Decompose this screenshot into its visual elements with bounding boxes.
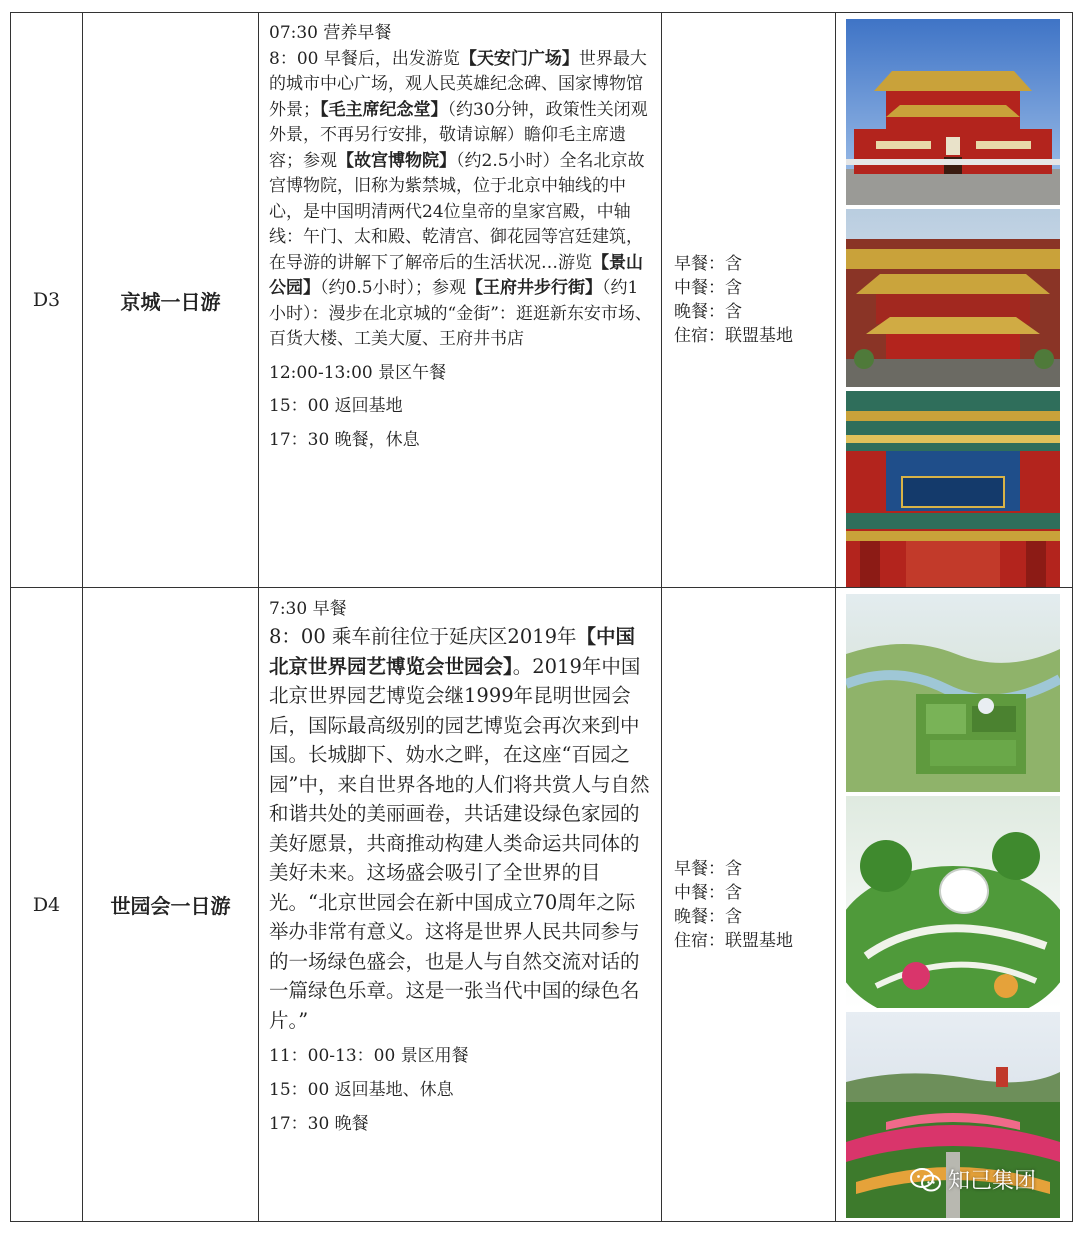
table-row bbox=[11, 13, 1073, 588]
photo-cell bbox=[836, 588, 1073, 1222]
meal-line: 住宿：联盟基地 bbox=[674, 930, 793, 951]
day-label: D4 bbox=[11, 588, 83, 1222]
schedule-item: 8：00 乘车前往位于延庆区2019年【中国北京世界园艺博览会世园会】。2019年中国北京世界园艺博览会继1999年昆明世园会后，国际最高级别的园艺博览会再次来到中国。长城脚下、妫水之畔，在这座“百园之园”中，来自世界各地的人们将共赏人与自然和谐共处的美丽画卷，共话建设绿色家园的美好愿景，共商推动构建人类命运共同体的美好未来。这场盛会吸引了全世界的目光。“北京世园会在新中国成立70周年之际举办非常有意义。这将是世界人民共同参与的一场绿色盛会，也是人与自然交流对话的一篇绿色乐章。这是一张当代中国的绿色名片。” bbox=[269, 625, 650, 1032]
meal-line: 早餐：含 bbox=[674, 254, 742, 274]
photo-cell bbox=[836, 13, 1073, 588]
schedule-item: 12:00-13:00 景区午餐 bbox=[269, 362, 447, 383]
wangfujing-arch-photo bbox=[846, 391, 1060, 587]
tiananmen-photo bbox=[846, 19, 1060, 205]
day-theme: 世园会一日游 bbox=[83, 588, 259, 1222]
day-theme: 京城一日游 bbox=[83, 13, 259, 588]
meal-line: 中餐：含 bbox=[674, 882, 742, 903]
schedule-item: 17：30 晚餐 bbox=[269, 1114, 369, 1134]
meal-cell bbox=[662, 13, 836, 588]
watermark-text: 知己集团 bbox=[947, 1169, 1036, 1194]
table-row bbox=[11, 588, 1073, 1222]
schedule-cell bbox=[259, 588, 662, 1222]
watermark bbox=[910, 1164, 1036, 1195]
itinerary-table bbox=[10, 12, 1073, 1222]
schedule-item: 15：00 返回基地 bbox=[269, 396, 403, 416]
meal-line: 住宿：联盟基地 bbox=[674, 326, 793, 346]
expo-aerial-photo bbox=[846, 594, 1060, 792]
meal-line: 早餐：含 bbox=[674, 858, 742, 879]
day-label: D3 bbox=[11, 13, 83, 588]
schedule-cell bbox=[259, 13, 662, 588]
schedule-item: 17：30 晚餐，休息 bbox=[269, 429, 420, 450]
wechat-icon bbox=[910, 1167, 942, 1193]
schedule-item: 15：00 返回基地、休息 bbox=[269, 1080, 454, 1100]
expo-pavilion-photo bbox=[846, 796, 1060, 1008]
meal-line: 晚餐：含 bbox=[674, 906, 742, 927]
meal-line: 中餐：含 bbox=[674, 278, 742, 298]
meal-cell bbox=[662, 588, 836, 1222]
schedule-item: 11：00-13：00 景区用餐 bbox=[269, 1046, 469, 1066]
schedule-item: 8：00 早餐后，出发游览【天安门广场】世界最大的城市中心广场，观人民英雄纪念碑、国家博物馆外景；【毛主席纪念堂】（约30分钟，政策性关闭观外景，不再另行安排，敬请谅解）瞻仰毛主席遗容；参观【故宫博物院】（约2.5小时）全名北京故宫博物院，旧称为紫禁城，位于北京中轴线的中心，是中国明清两代24位皇帝的皇家宫殿，中轴线：午门、太和殿、乾清宫、御花园等宫廷建筑，在导游的讲解下了解帝后的生活状况…游览【景山公园】（约0.5小时）；参观【王府井步行街】（约1小时）：漫步在北京城的“金街”：逛逛新东安市场、百货大楼、工美大厦、王府井书店 bbox=[269, 48, 652, 349]
forbidden-city-photo bbox=[846, 209, 1060, 387]
schedule-item: 7:30 早餐 bbox=[269, 599, 347, 619]
meal-line: 晚餐：含 bbox=[674, 302, 742, 322]
schedule-item: 07:30 营养早餐 bbox=[269, 23, 392, 43]
